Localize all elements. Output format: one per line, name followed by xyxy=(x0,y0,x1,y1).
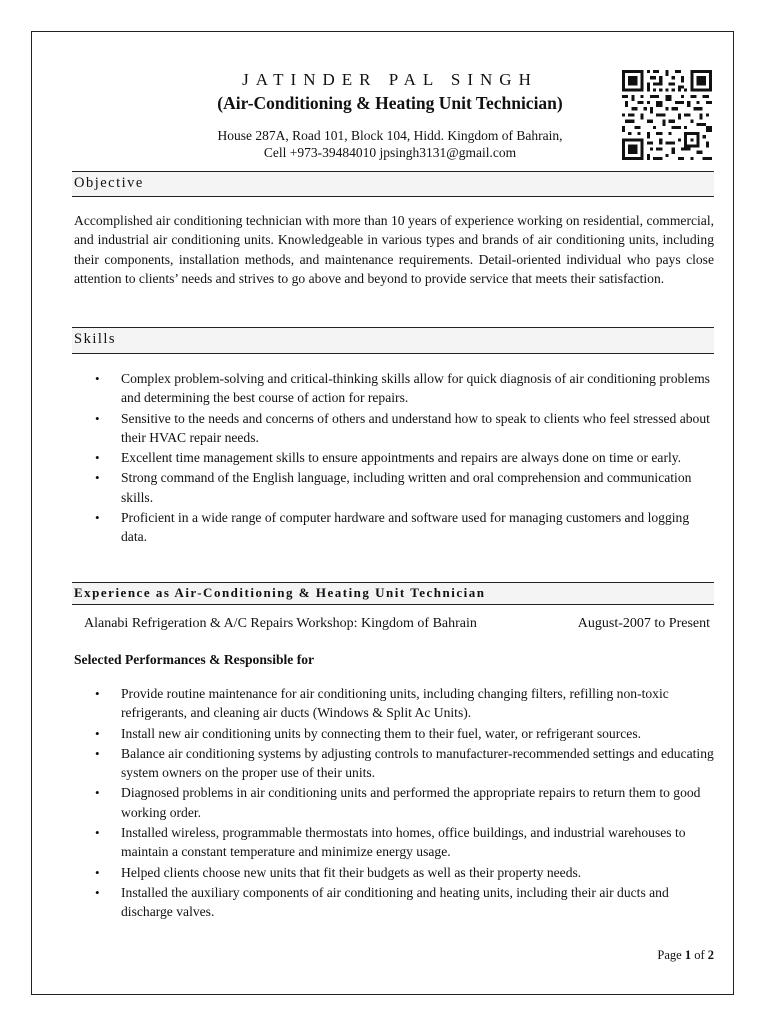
list-item: • Complex problem-solving and critical-thinking skills allow for quick diagnosis of air conditioning problems and determining the best course of action for repairs. xyxy=(74,369,714,408)
page-of: of xyxy=(694,948,705,962)
list-item: • Installed wireless, programmable thermostats into homes, office buildings, and industrial warehouses to maintain a constant temperature and minimize energy usage. xyxy=(74,823,714,862)
list-item: • Excellent time management skills to ensure appointments and repairs are always done on time or early. xyxy=(74,448,714,467)
skills-heading xyxy=(72,327,714,354)
list-item: • Diagnosed problems in air conditioning units and performed the appropriate repairs to return them to good working order. xyxy=(74,783,714,822)
qr-code-icon xyxy=(620,70,714,160)
objective-text: Accomplished air conditioning technician with more than 10 years of experience working on residential, commercial, and industrial air conditioning units. Knowledgeable in various types and brands of air conditioning units, including their components, installation methods, and maintenance requirements. Detail-oriented individual who pays close attention to clients’ needs and strives to go above and beyond to provide service that meets their satisfaction. xyxy=(74,213,714,286)
list-item: • Strong command of the English language, including written and oral comprehension and communication skills. xyxy=(74,468,714,507)
page-number xyxy=(657,948,714,963)
list-item: • Installed the auxiliary components of air conditioning and heating units, including their air ducts and discharge valves. xyxy=(74,883,714,922)
list-item: • Install new air conditioning units by connecting them to their fuel, water, or refrigerant sources. xyxy=(74,724,714,743)
objective-heading xyxy=(72,171,714,197)
page-current: 1 xyxy=(684,948,692,962)
job-title: (Air-Conditioning & Heating Unit Technician) xyxy=(217,93,563,113)
skills-heading-label: Skills xyxy=(74,331,117,347)
experience-heading xyxy=(72,582,714,605)
list-item: • Provide routine maintenance for air conditioning units, including changing filters, refilling non-toxic refrigerants, and cleaning air ducts (Windows & Split Ac Units). xyxy=(74,684,714,723)
list-item: • Proficient in a wide range of computer hardware and software used for managing customers and logging data. xyxy=(74,508,714,547)
performance-subheading: Selected Performances & Responsible for xyxy=(74,652,315,667)
address-line: House 287A, Road 101, Block 104, Hidd. Kingdom of Bahrain, xyxy=(217,128,563,143)
company-name: Alanabi Refrigeration & A/C Repairs Workshop: Kingdom of Bahrain xyxy=(84,616,477,631)
objective-heading-label: Objective xyxy=(74,175,144,191)
contact-line: Cell +973-39484010 jpsingh3131@gmail.com xyxy=(263,145,517,160)
list-item: • Helped clients choose new units that fit their budgets as well as their property needs. xyxy=(74,863,714,882)
list-item: • Sensitive to the needs and concerns of others and understand how to speak to clients who feel stressed about their HVAC repair needs. xyxy=(74,409,714,448)
page-total: 2 xyxy=(707,948,714,962)
contact-block xyxy=(160,127,620,161)
experience-heading-label: Experience as Air-Conditioning & Heating Unit Technician xyxy=(74,585,486,600)
job-dates: August-2007 to Present xyxy=(577,616,710,631)
skills-list xyxy=(74,369,714,548)
experience-list xyxy=(74,684,714,923)
candidate-name: JATINDER PAL SINGH xyxy=(242,70,538,89)
list-item: • Balance air conditioning systems by adjusting controls to manufacturer-recommended settings and educating system owners on the proper use of their units. xyxy=(74,744,714,783)
page-label: Page xyxy=(657,948,682,962)
